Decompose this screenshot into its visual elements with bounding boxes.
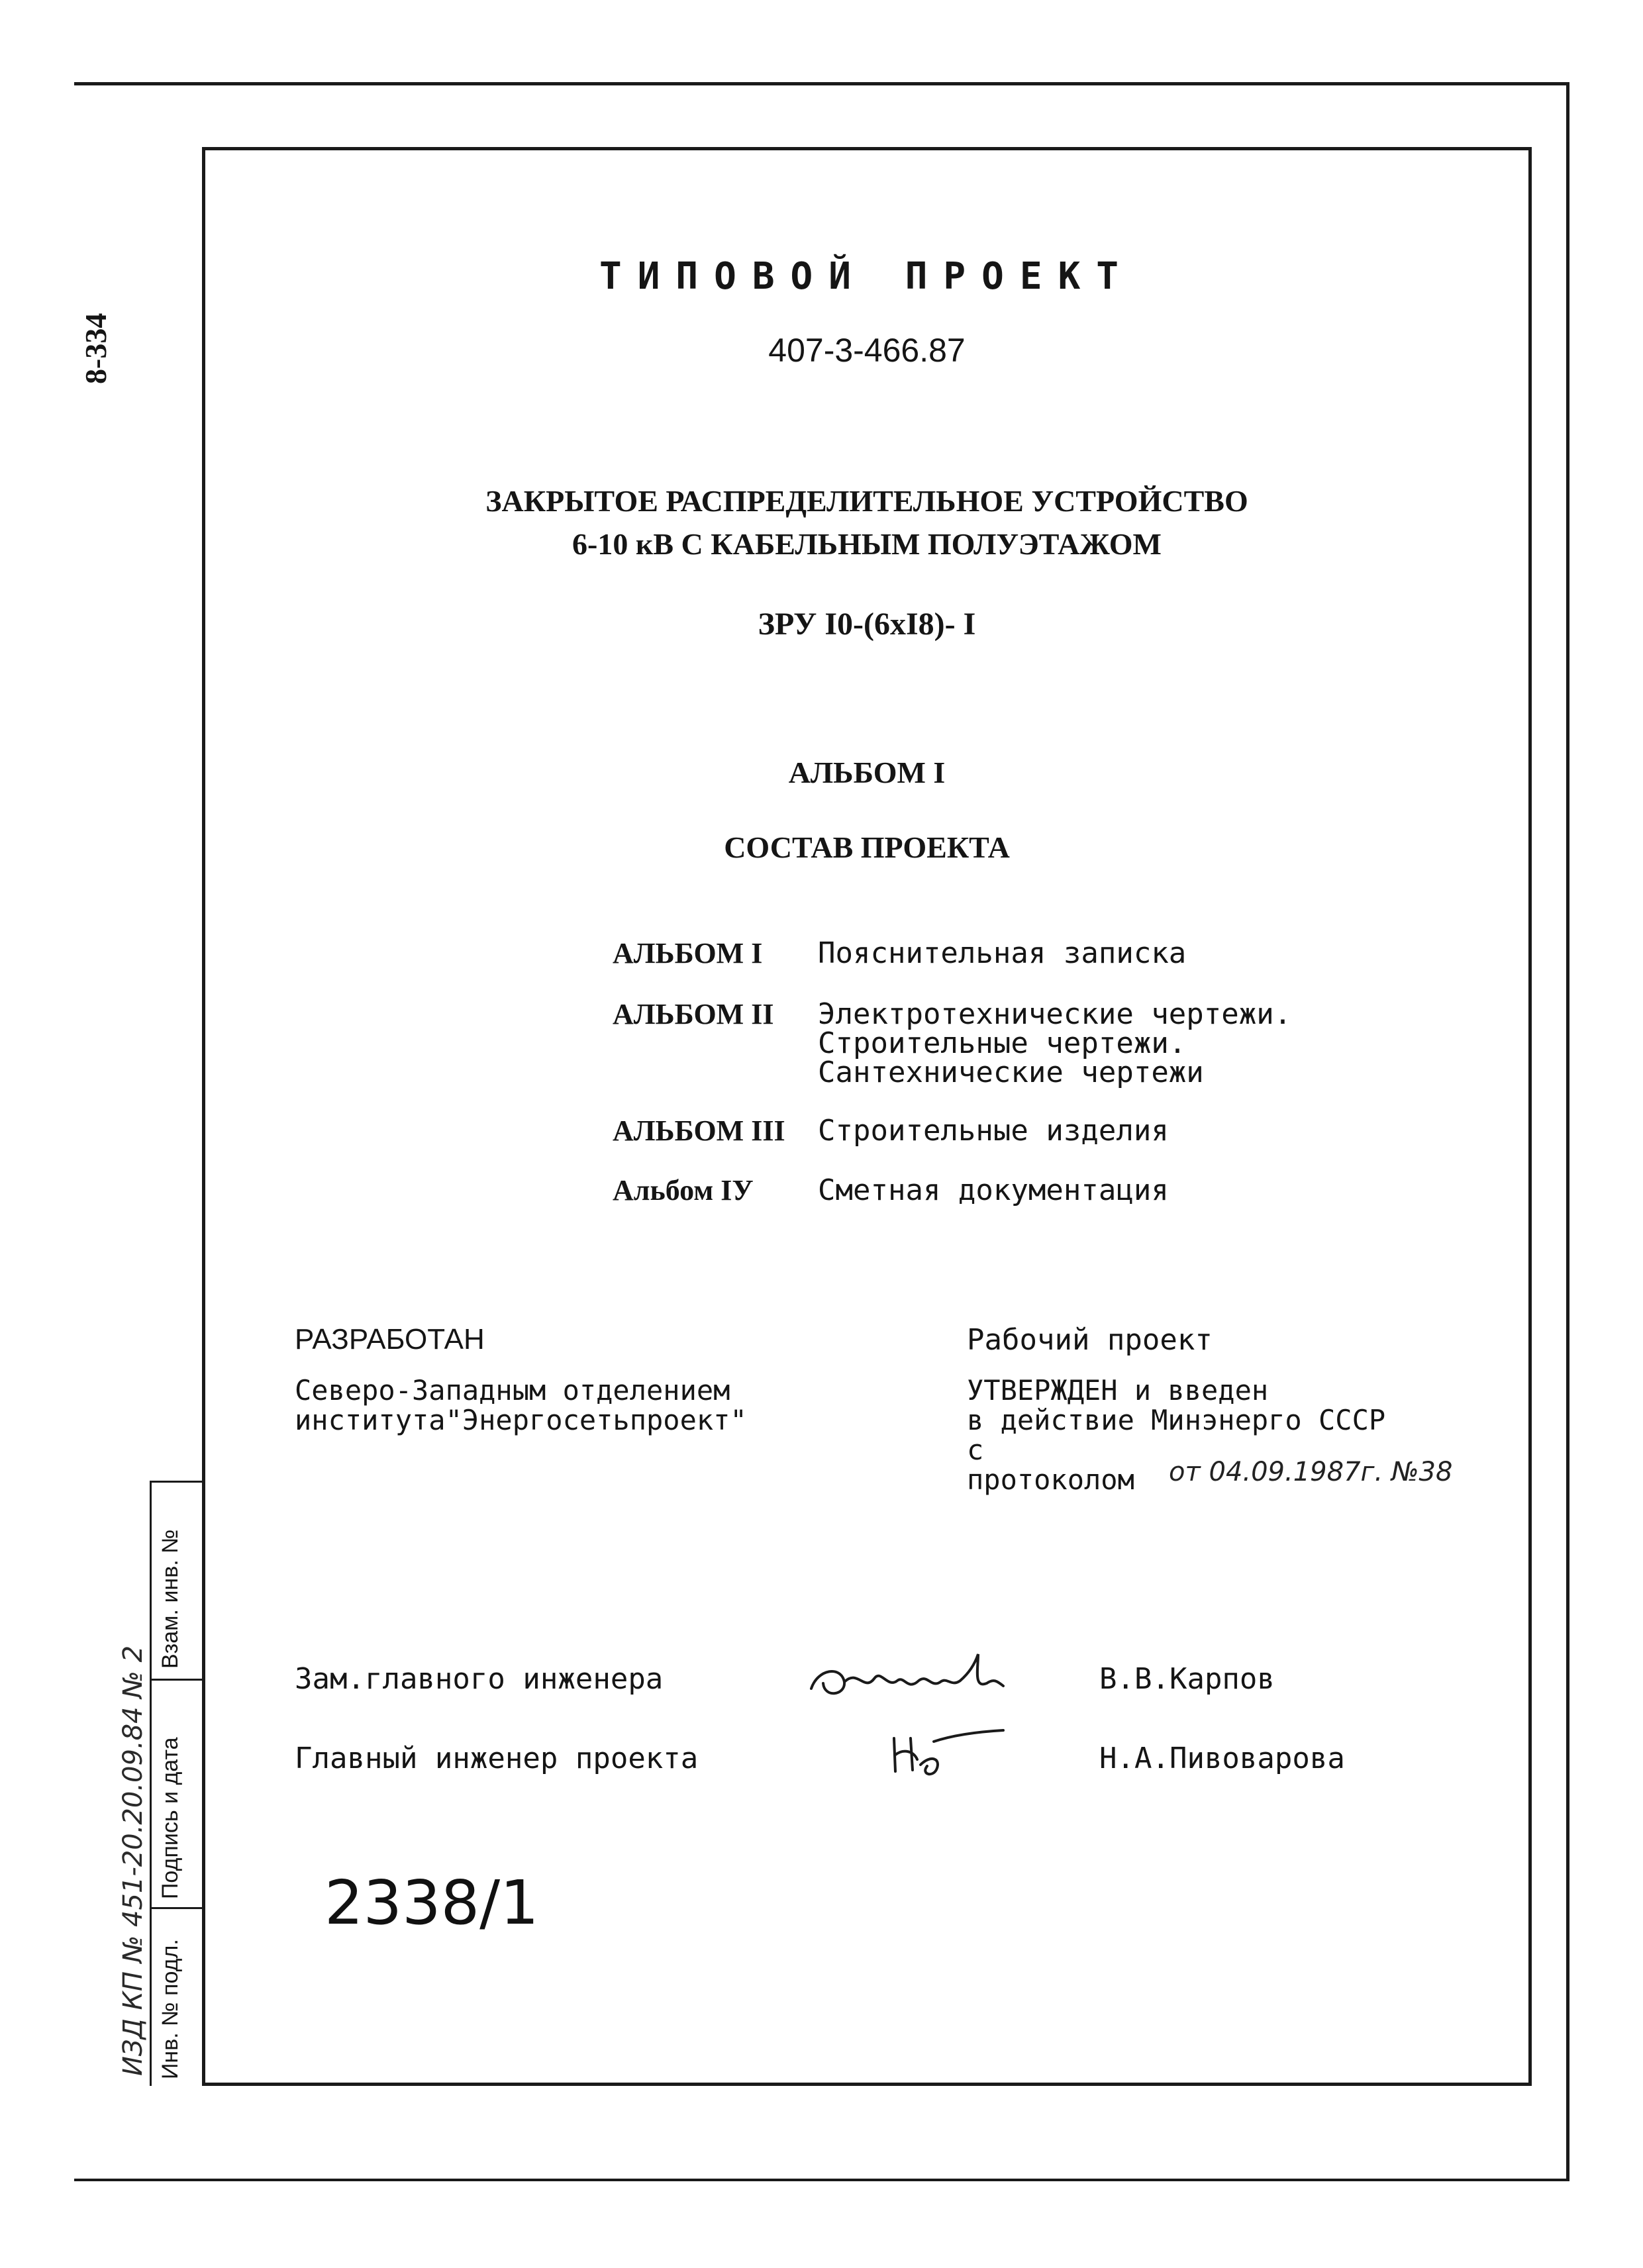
- side-code: 8-334: [79, 313, 113, 384]
- approval-line-3: с: [967, 1434, 984, 1466]
- signature-pivovarova: [881, 1718, 1013, 1791]
- outer-frame-bottom: [74, 2179, 1569, 2181]
- subject-code: ЗРУ I0-(6xI8)- I: [758, 607, 976, 642]
- subject-line-1: ЗАКРЫТОЕ РАСПРЕДЕЛИТЕЛЬНОЕ УСТРОЙСТВО: [485, 484, 1248, 518]
- margin-stamp-divider-2: [150, 1907, 204, 1909]
- album-item-code: Альбом IУ: [613, 1174, 754, 1207]
- inner-frame-left: [202, 147, 205, 2086]
- margin-stamp-divider-1: [150, 1679, 204, 1681]
- inner-frame-bottom: [202, 2083, 1532, 2086]
- album-item-desc: Сметная документация: [818, 1173, 1169, 1207]
- composition-title: СОСТАВ ПРОЕКТА: [724, 830, 1010, 864]
- document-title: ТИПОВОЙ ПРОЕКТ: [599, 255, 1134, 298]
- subject-line-2: 6-10 кВ С КАБЕЛЬНЫМ ПОЛУЭТАЖОМ: [572, 527, 1162, 561]
- margin-stamp-handwritten: ИЗД КП № 451-20.20.09.84 № 2: [118, 1645, 148, 2076]
- approval-line-2: в действие Минэнерго СССР: [967, 1404, 1386, 1436]
- developer-line-2: института"Энергосетьпроект": [295, 1404, 747, 1436]
- album-item-desc: Сантехнические чертежи: [818, 1056, 1204, 1089]
- outer-frame-top: [74, 82, 1569, 85]
- margin-stamp-podpis-data: Подпись и дата: [158, 1737, 183, 1899]
- approval-label: Рабочий проект: [967, 1323, 1213, 1357]
- stamp-number: 2338/1: [324, 1867, 539, 1938]
- margin-stamp-inv-podl: Инв. № подл.: [158, 1939, 183, 2079]
- approval-handwritten-date: от 04.09.1987г. №38: [1169, 1457, 1453, 1487]
- developer-line-1: Северо-Западным отделением: [295, 1374, 730, 1406]
- margin-stamp-top-border: [150, 1481, 204, 1483]
- album-item-code: АЛЬБОМ II: [613, 998, 774, 1030]
- signature-name: В.В.Карпов: [1099, 1662, 1275, 1696]
- album-item-desc: Электротехнические чертежи.: [818, 997, 1292, 1031]
- approval-line-4: протоколом: [967, 1463, 1134, 1496]
- developer-label: РАЗРАБОТАН: [295, 1323, 485, 1356]
- margin-stamp-vzam-inv: Взам. инв. №: [158, 1529, 183, 1669]
- signature-karpov: [805, 1642, 1017, 1722]
- inner-frame-top: [202, 147, 1532, 150]
- album-item-desc: Строительные изделия: [818, 1114, 1169, 1148]
- project-number: 407-3-466.87: [768, 332, 966, 369]
- inner-frame-right: [1528, 147, 1532, 2086]
- album-item-code: АЛЬБОМ III: [613, 1114, 785, 1147]
- album-item-desc: Строительные чертежи.: [818, 1026, 1187, 1060]
- album-title: АЛЬБОМ I: [788, 756, 946, 789]
- signature-role: Главный инженер проекта: [295, 1742, 699, 1775]
- signature-role: Зам.главного инженера: [295, 1662, 664, 1696]
- album-item-code: АЛЬБОМ I: [613, 937, 763, 969]
- approval-line-1: УТВЕРЖДЕН и введен: [967, 1374, 1269, 1406]
- margin-stamp-left-border: [150, 1481, 152, 2086]
- album-item-desc: Пояснительная записка: [818, 936, 1187, 970]
- signature-name: Н.А.Пивоварова: [1099, 1742, 1345, 1775]
- outer-frame-right: [1566, 82, 1569, 2181]
